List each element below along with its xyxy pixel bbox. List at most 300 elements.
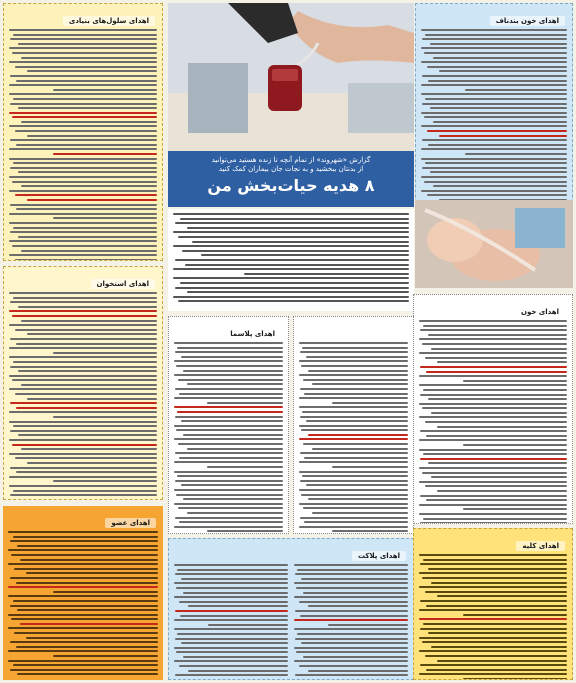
text-line (328, 624, 408, 626)
text-line (175, 388, 283, 390)
text-line (306, 420, 408, 422)
text-line (16, 582, 159, 584)
text-line (208, 624, 288, 626)
section-title-platelet: اهدای پلاکت (352, 551, 406, 561)
text-line (13, 34, 157, 36)
text-line (17, 609, 158, 611)
text-line (303, 379, 408, 381)
text-line (433, 121, 567, 123)
text-line (423, 623, 567, 625)
text-line (9, 125, 157, 127)
blood-donation-illustration (168, 3, 414, 151)
text-line (425, 357, 567, 359)
text-line (21, 320, 157, 322)
text-line (176, 494, 283, 496)
text-line (302, 475, 408, 477)
text-line (10, 167, 157, 169)
text-line (174, 425, 283, 427)
text-line (295, 610, 408, 612)
text-line (420, 664, 567, 666)
text-line (420, 495, 567, 497)
text-line (463, 678, 567, 680)
text-line (174, 647, 288, 649)
text-line (18, 434, 157, 436)
text-line (192, 241, 409, 243)
text-line (299, 406, 408, 408)
text-line (419, 504, 567, 506)
text-line (15, 393, 157, 395)
text-line (301, 429, 408, 431)
text-line (420, 458, 567, 460)
text-line (422, 343, 567, 345)
text-line (180, 679, 288, 680)
text-line (9, 375, 157, 377)
text-line (179, 393, 283, 395)
text-line (294, 647, 408, 649)
text-line (8, 531, 158, 533)
text-line (300, 480, 408, 482)
section-plasma (168, 316, 289, 534)
text-line (244, 273, 409, 275)
text-line (173, 268, 409, 270)
text-line (8, 563, 158, 565)
text-line (9, 213, 157, 215)
text-line (419, 403, 567, 405)
text-line (53, 591, 158, 593)
text-line (9, 148, 157, 150)
text-line (26, 572, 158, 574)
section-organ-text (8, 531, 158, 678)
text-line (179, 457, 283, 459)
text-line (9, 240, 157, 242)
text-line (27, 70, 157, 72)
text-line (15, 457, 157, 459)
text-line (428, 398, 567, 400)
text-line (420, 563, 567, 565)
text-line (303, 507, 408, 509)
text-line (176, 429, 283, 431)
text-line (18, 171, 157, 173)
text-line (173, 231, 409, 233)
text-line (308, 434, 408, 436)
text-line (425, 655, 567, 657)
text-line (207, 530, 283, 532)
text-line (425, 34, 567, 36)
text-line (299, 461, 408, 463)
text-line (174, 503, 283, 505)
text-line (420, 628, 567, 630)
text-line (424, 52, 567, 54)
text-line (9, 356, 157, 358)
text-line (294, 582, 408, 584)
text-line (312, 448, 408, 450)
text-line (419, 618, 567, 620)
text-line (10, 103, 157, 105)
section-kidney-text (419, 554, 567, 680)
text-line (8, 595, 158, 597)
text-line (300, 517, 408, 519)
section-plasma-text (174, 342, 283, 534)
text-line (175, 573, 288, 575)
text-line (10, 301, 157, 303)
text-line (15, 259, 157, 261)
text-line (174, 360, 283, 362)
text-line (10, 467, 157, 469)
text-line (332, 466, 408, 468)
text-line (174, 438, 283, 440)
text-line (422, 577, 567, 579)
text-line (421, 61, 567, 63)
text-line (21, 185, 157, 187)
text-line (16, 343, 157, 345)
text-line (419, 609, 567, 611)
text-line (187, 512, 283, 514)
text-line (10, 540, 159, 542)
text-line (419, 467, 567, 469)
text-line (425, 591, 567, 593)
text-line (181, 484, 283, 486)
text-line (306, 356, 408, 358)
text-line (422, 103, 567, 105)
text-line (181, 642, 288, 644)
text-line (419, 481, 567, 483)
text-line (299, 665, 408, 667)
text-line (8, 586, 158, 588)
text-line (178, 236, 409, 238)
text-line (419, 449, 567, 451)
text-line (174, 461, 283, 463)
text-line (9, 310, 157, 312)
text-line (173, 213, 409, 215)
text-line (177, 411, 283, 413)
text-line (183, 370, 283, 372)
text-line (304, 393, 408, 395)
text-line (175, 287, 409, 289)
kicker-line-1: گزارش «شهروند» از تمام آنچه تا زنده هستید می‌توانید (211, 156, 371, 164)
text-line (175, 416, 283, 418)
text-line (174, 628, 288, 630)
text-line (12, 116, 157, 118)
text-line (16, 144, 157, 146)
text-line (53, 352, 157, 354)
text-line (173, 277, 409, 279)
text-line (175, 259, 409, 261)
text-line (20, 623, 158, 625)
text-line (419, 384, 567, 386)
text-line (9, 292, 157, 294)
text-line (177, 475, 283, 477)
text-line (53, 89, 157, 91)
text-line (9, 254, 157, 256)
text-line (18, 306, 157, 308)
text-line (177, 633, 288, 635)
text-line (9, 158, 157, 160)
text-line (178, 379, 283, 381)
text-line (422, 641, 567, 643)
text-line (13, 600, 159, 602)
text-line (175, 610, 288, 612)
text-line (185, 264, 409, 266)
text-line (426, 499, 567, 501)
text-line (183, 434, 283, 436)
text-line (422, 472, 567, 474)
text-line (8, 660, 158, 662)
text-line (53, 480, 157, 482)
section-title-kidney: اهدای کلیه (516, 541, 565, 551)
text-line (428, 334, 567, 336)
text-line (419, 416, 567, 418)
section-platelet-text-left (174, 564, 288, 680)
text-line (21, 121, 157, 123)
section-cells (3, 3, 163, 261)
text-line (421, 112, 567, 114)
text-line (183, 498, 283, 500)
text-line (465, 153, 567, 155)
section-blood (413, 294, 573, 524)
text-line (419, 554, 567, 556)
text-line (179, 601, 288, 603)
text-line (463, 444, 567, 446)
text-line (10, 494, 157, 496)
text-line (303, 592, 408, 594)
text-line (431, 582, 567, 584)
text-line (308, 605, 408, 607)
text-line (12, 52, 157, 54)
text-line (428, 80, 567, 82)
text-line (53, 153, 157, 155)
text-line (181, 578, 288, 580)
text-line (12, 245, 157, 247)
text-line (8, 627, 158, 629)
text-line (174, 582, 288, 584)
text-line (431, 646, 567, 648)
text-line (294, 628, 408, 630)
text-line (10, 338, 157, 340)
text-line (187, 227, 409, 229)
text-line (427, 130, 567, 132)
text-line (9, 29, 157, 31)
text-line (9, 485, 157, 487)
text-line (421, 176, 567, 178)
text-line (423, 453, 567, 455)
text-line (174, 471, 283, 473)
text-line (180, 282, 409, 284)
text-line (175, 638, 288, 640)
text-line (419, 375, 567, 377)
text-line (175, 222, 409, 224)
text-line (9, 453, 157, 455)
text-line (439, 70, 567, 72)
text-line (9, 347, 157, 349)
text-line (420, 522, 567, 524)
text-line (27, 462, 157, 464)
text-line (420, 394, 567, 396)
text-line (300, 615, 408, 617)
text-line (178, 300, 409, 302)
text-line (419, 513, 567, 515)
text-line (13, 361, 157, 363)
text-line (174, 489, 283, 491)
section-platelet-text-right (294, 564, 408, 680)
text-line (9, 476, 157, 478)
text-line (176, 651, 288, 653)
text-line (53, 416, 157, 418)
text-line (183, 592, 288, 594)
text-line (299, 438, 408, 440)
text-line (17, 545, 158, 547)
text-line (300, 388, 408, 390)
text-line (422, 75, 567, 77)
text-line (10, 38, 157, 40)
text-line (16, 646, 159, 648)
text-line (10, 139, 157, 141)
text-line (207, 466, 283, 468)
text-line (13, 536, 159, 538)
text-line (27, 199, 157, 201)
text-line (53, 217, 157, 219)
text-line (53, 655, 158, 657)
text-line (176, 365, 283, 367)
headline: ۸ هدیه حیات‌بخش من (207, 176, 375, 195)
text-line (180, 615, 288, 617)
hero-photo (168, 3, 414, 151)
text-line (10, 430, 157, 432)
text-line (13, 162, 157, 164)
text-line (20, 559, 158, 561)
section-cells-text (9, 29, 157, 261)
text-line (300, 416, 408, 418)
text-line (16, 80, 157, 82)
text-line (10, 75, 157, 77)
text-line (299, 601, 408, 603)
text-line (306, 484, 408, 486)
section-organ (3, 506, 163, 680)
text-line (16, 208, 157, 210)
text-line (18, 43, 157, 45)
text-line (296, 651, 408, 653)
text-line (419, 673, 567, 675)
text-line (427, 66, 567, 68)
section-title-bone: اهدای استخوان (91, 279, 156, 289)
text-line (312, 383, 408, 385)
text-line (10, 669, 159, 671)
section-blood-text (419, 320, 567, 524)
text-line (9, 61, 157, 63)
text-line (182, 250, 409, 252)
section-bone-text (9, 292, 157, 500)
text-line (426, 435, 567, 437)
text-line (308, 370, 408, 372)
text-line (8, 650, 158, 652)
text-line (419, 352, 567, 354)
text-line (174, 397, 283, 399)
text-line (18, 370, 157, 372)
text-line (428, 568, 567, 570)
text-line (294, 619, 408, 621)
text-line (181, 420, 283, 422)
text-line (422, 139, 567, 141)
text-line (427, 194, 567, 196)
text-line (9, 47, 157, 49)
text-line (175, 517, 283, 519)
text-line (425, 485, 567, 487)
text-line (21, 384, 157, 386)
text-line (27, 398, 157, 400)
text-line (297, 569, 408, 571)
text-line (437, 490, 567, 492)
text-line (419, 572, 567, 574)
text-line (437, 426, 567, 428)
text-line (9, 190, 157, 192)
text-line (12, 444, 157, 446)
text-line (207, 402, 283, 404)
text-line (423, 518, 567, 520)
text-line (302, 347, 408, 349)
text-line (419, 650, 567, 652)
text-line (21, 448, 157, 450)
text-line (419, 320, 567, 322)
text-line (174, 342, 283, 344)
text-line (420, 430, 567, 432)
text-line (9, 222, 157, 224)
text-line (180, 218, 409, 220)
text-line (420, 600, 567, 602)
intro-text (168, 209, 414, 311)
text-line (17, 673, 158, 675)
text-line (299, 489, 408, 491)
text-line (424, 181, 567, 183)
text-line (425, 98, 567, 100)
section-title-blood: اهدای خون (515, 307, 565, 317)
text-line (174, 564, 288, 566)
text-line (437, 660, 567, 662)
section-platelet (168, 538, 414, 680)
text-line (308, 670, 408, 672)
text-line (423, 325, 567, 327)
text-line (295, 674, 408, 676)
text-line (421, 93, 567, 95)
text-line (300, 351, 408, 353)
text-line (12, 181, 157, 183)
text-line (294, 564, 408, 566)
text-line (179, 665, 288, 667)
text-line (300, 679, 408, 680)
text-line (423, 389, 567, 391)
text-line (421, 125, 567, 127)
section-title-plasma: اهدای پلاسما (224, 329, 281, 339)
text-line (421, 84, 567, 86)
text-line (421, 29, 567, 31)
text-line (8, 614, 158, 616)
text-line (173, 245, 409, 247)
text-line (419, 586, 567, 588)
section-title-cells: اهدای سلول‌های بنیادی (63, 16, 155, 26)
text-line (9, 421, 157, 423)
text-line (174, 619, 288, 621)
text-line (183, 656, 288, 658)
text-line (188, 670, 288, 672)
text-line (430, 107, 567, 109)
text-line (297, 633, 408, 635)
text-line (175, 452, 283, 454)
text-line (10, 366, 157, 368)
text-line (173, 296, 409, 298)
text-line (12, 379, 157, 381)
text-line (437, 361, 567, 363)
text-line (304, 521, 408, 523)
text-line (13, 227, 157, 229)
section-kidney (413, 528, 573, 680)
